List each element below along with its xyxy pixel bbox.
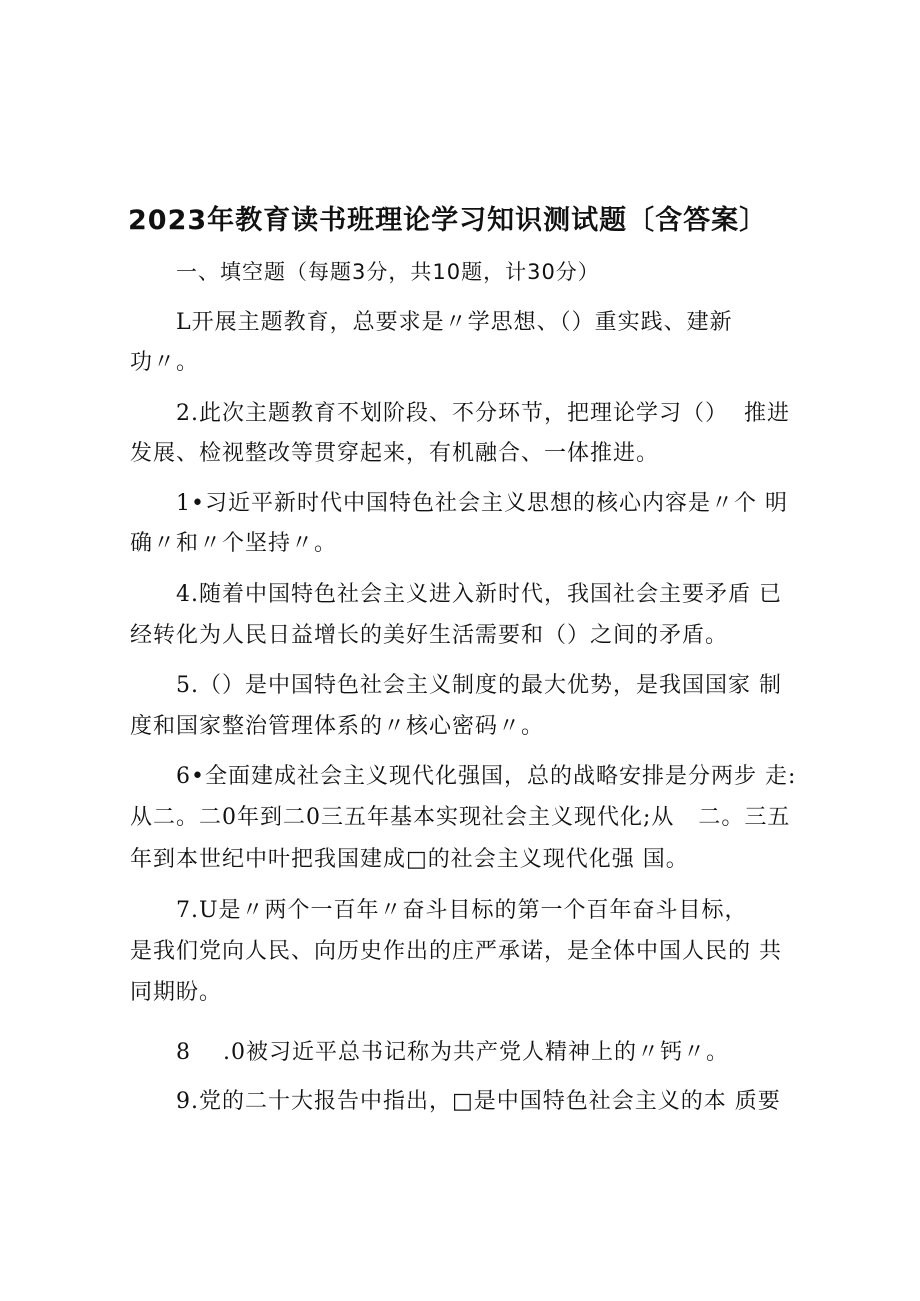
document-title: 2023年教育读书班理论学习知识测试题〔含答案〕 [128, 205, 768, 236]
question-7-line-1: 7.U是〃两个一百年〃奋斗目标的第一个百年奋斗目标， [176, 898, 748, 923]
question-7-line-3: 同期盼。 [130, 980, 223, 1005]
question-3-line-2: 确〃和〃个坚持〃。 [130, 531, 338, 556]
question-7-line-2: 是我们党向人民、向历史作出的庄严承诺，是全体中国人民的 共 [130, 939, 782, 964]
question-5-line-2: 度和国家整治管理体系的〃核心密码〃。 [130, 714, 545, 739]
question-6-line-1: 6•全面建成社会主义现代化强国，总的战略安排是分两步 走: [176, 764, 797, 789]
section-heading: 一、填空题（每题3分，共10题，计30分） [176, 260, 600, 284]
question-2-line-2: 发展、检视整改等贯穿起来，有机融合、一体推进。 [130, 441, 660, 466]
question-3-line-1: 1•习近平新时代中国特色社会主义思想的核心内容是〃个 明 [176, 491, 788, 516]
question-2-line-1: 2.此次主题教育不划阶段、不分环节，把理论学习（） 推进 [176, 401, 790, 426]
question-4-line-1: 4.随着中国特色社会主义进入新时代，我国社会主要矛盾 已 [176, 582, 782, 607]
question-1-line-2: 功〃。 [130, 350, 200, 375]
question-9-line-1: 9.党的二十大报告中指出，□是中国特色社会主义的本 质要 [176, 1089, 781, 1114]
question-8-line-1: 8 .0被习近平总书记称为共产党人精神上的〃钙〃。 [176, 1040, 729, 1065]
question-6-line-2: 从二。二0年到二0三五年基本实现社会主义现代化;从 二。三五 [130, 805, 791, 830]
question-5-line-1: 5.（）是中国特色社会主义制度的最大优势，是我国国家 制 [176, 673, 782, 698]
question-6-line-3: 年到本世纪中叶把我国建成□的社会主义现代化强 国。 [130, 847, 689, 872]
question-1-line-1: L开展主题教育，总要求是〃学思想、（）重实践、建新 [176, 310, 733, 335]
question-4-line-2: 经转化为人民日益增长的美好生活需要和（）之间的矛盾。 [130, 623, 729, 648]
